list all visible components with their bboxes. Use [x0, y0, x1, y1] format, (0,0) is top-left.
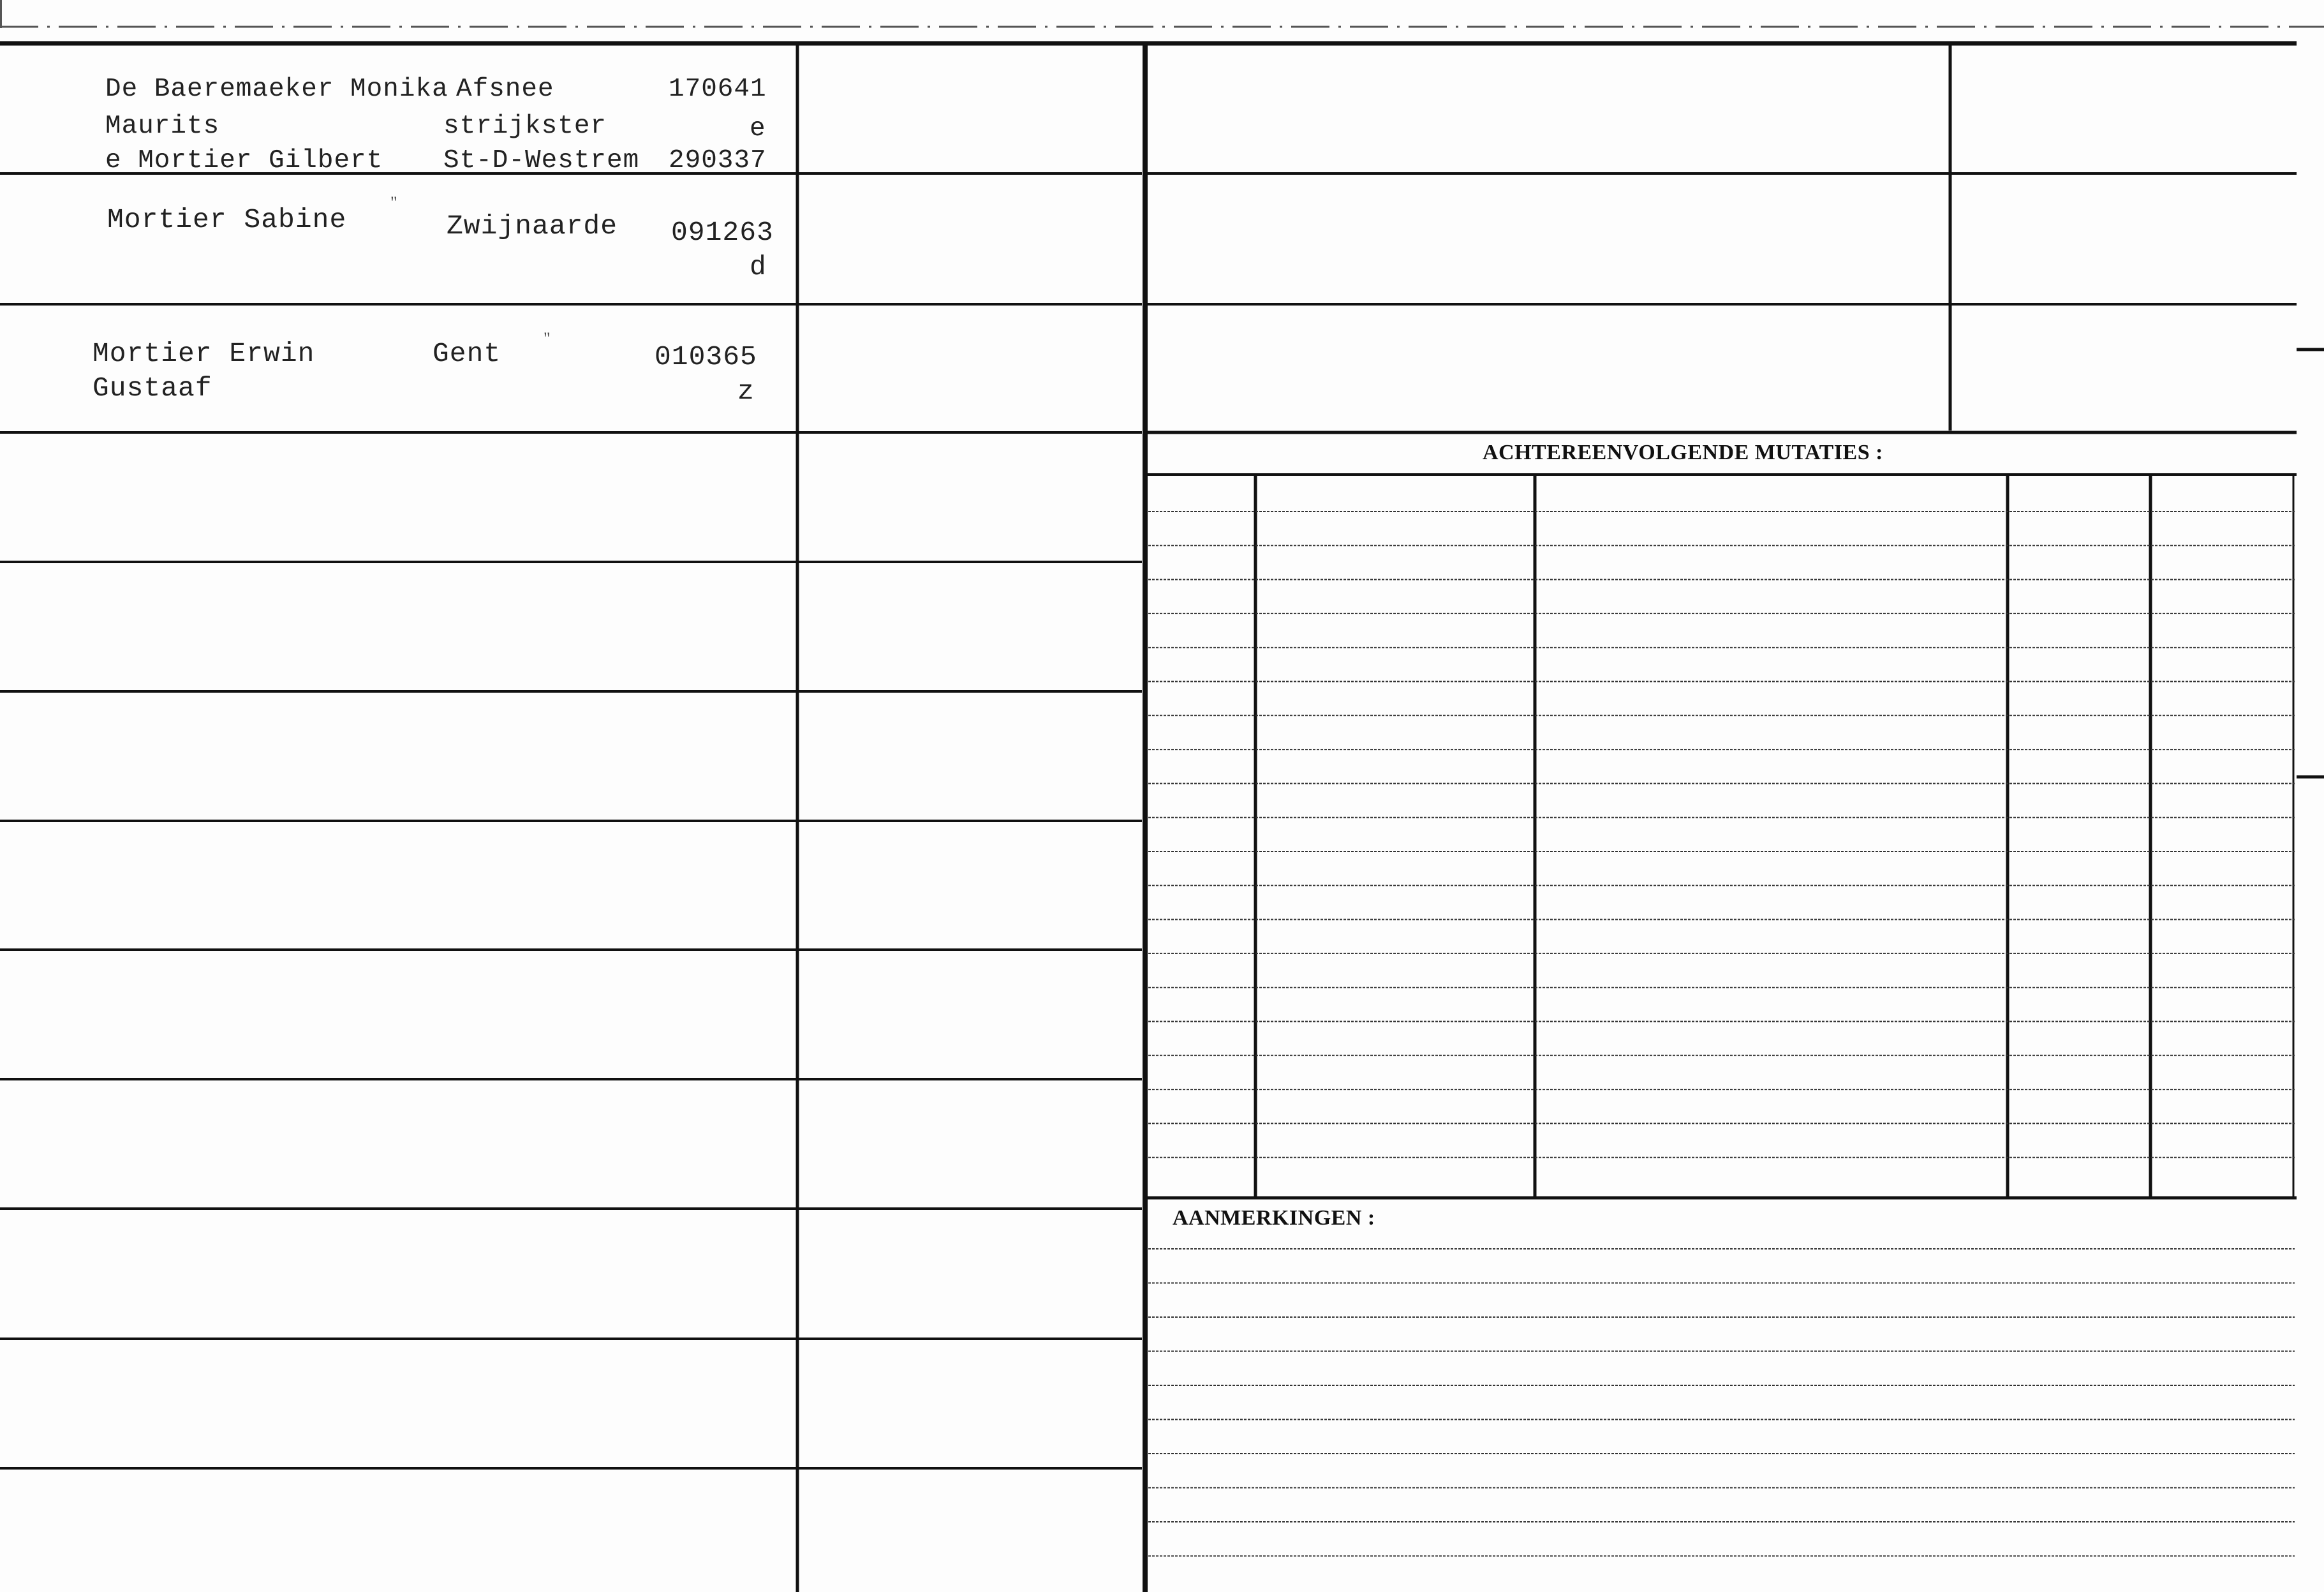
entry-2-name-line-1: Mortier Sabine [107, 204, 347, 235]
entry-1-code-line-3: 290337 [669, 146, 767, 175]
entry-3-name-line-1: Mortier Erwin [93, 338, 315, 369]
entry-1-name-line-1: De Baeremaeker Monika [105, 75, 448, 104]
entry-3-ditto-mark: " [544, 329, 551, 348]
entry-1-code-line-1: 170641 [669, 75, 767, 104]
entry-3-code-line-1: 010365 [655, 341, 757, 372]
mutations-row-lines [1148, 512, 2295, 1158]
top-edge [0, 0, 2324, 28]
entry-1-name-line-3: e Mortier Gilbert [105, 146, 383, 175]
remarks-section-title: AANMERKINGEN : [1173, 1206, 1375, 1230]
entry-1-place-line-1: Afsnee [456, 75, 554, 104]
entry-1-place-line-3: St-D-Westrem [443, 146, 640, 175]
entry-3-name-line-2: Gustaaf [93, 372, 212, 404]
entry-1-name-line-2: Maurits [105, 112, 220, 141]
entry-1-code-line-2: e [750, 114, 766, 144]
entry-2-place-line-1: Zwijnaarde [447, 210, 618, 242]
entry-2-code-line-1: 091263 [671, 217, 774, 248]
entry-1-place-line-2: strijkster [443, 112, 607, 141]
remarks-row-lines [1148, 1249, 2295, 1556]
entry-3-code-line-2: z [737, 376, 755, 407]
entry-3-place-line-1: Gent [433, 338, 501, 369]
right-upper-rules [1145, 43, 2324, 777]
mutations-section-title: ACHTEREENVOLGENDE MUTATIES : [1483, 441, 1883, 464]
entry-2-code-line-2: d [750, 251, 767, 283]
entry-2-ditto-mark: " [390, 193, 397, 212]
